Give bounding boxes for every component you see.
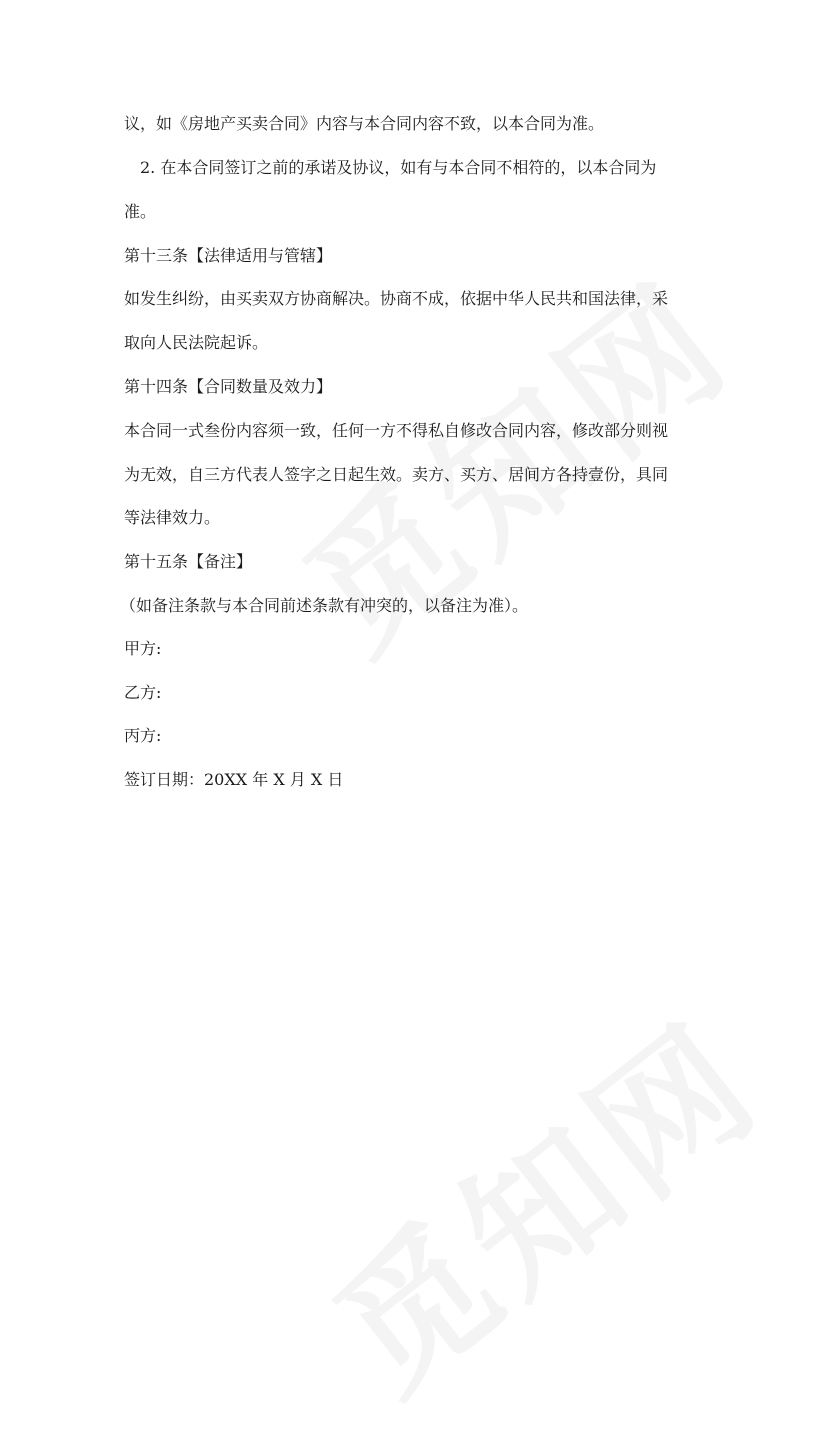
paragraph-line: 等法律效力。: [124, 508, 221, 527]
paragraph-line: 本合同一式叁份内容须一致，任何一方不得私自修改合同内容，修改部分则视: [124, 421, 669, 440]
watermark: [284, 965, 795, 1431]
party-a-signature-line: 甲方:: [124, 639, 162, 658]
paragraph-line: 取向人民法院起诉。: [124, 333, 269, 352]
remarks-note: （如备注条款与本合同前述条款有冲突的，以备注为准）。: [120, 596, 529, 615]
clause-item-2: 2. 在本合同签订之前的承诺及协议，如有与本合同不相符的，以本合同为: [140, 158, 657, 177]
paragraph-line: 准。: [124, 202, 157, 221]
signing-date: 签订日期：20XX 年 X 月 X 日: [124, 770, 344, 789]
party-b-signature-line: 乙方:: [124, 683, 162, 702]
party-c-signature-line: 丙方:: [124, 726, 162, 745]
paragraph-line: 如发生纠纷，由买卖双方协商解决。协商不成，依据中华人民共和国法律，采: [124, 289, 669, 308]
paragraph-line: 为无效，自三方代表人签字之日起生效。卖方、买方、居间方各持壹份，具同: [124, 465, 669, 484]
article-13-heading: 第十三条【法律适用与管辖】: [124, 246, 333, 265]
article-15-heading: 第十五条【备注】: [124, 552, 253, 571]
paragraph-line: 议，如《房地产买卖合同》内容与本合同内容不致，以本合同为准。: [124, 114, 605, 133]
article-14-heading: 第十四条【合同数量及效力】: [124, 377, 333, 396]
